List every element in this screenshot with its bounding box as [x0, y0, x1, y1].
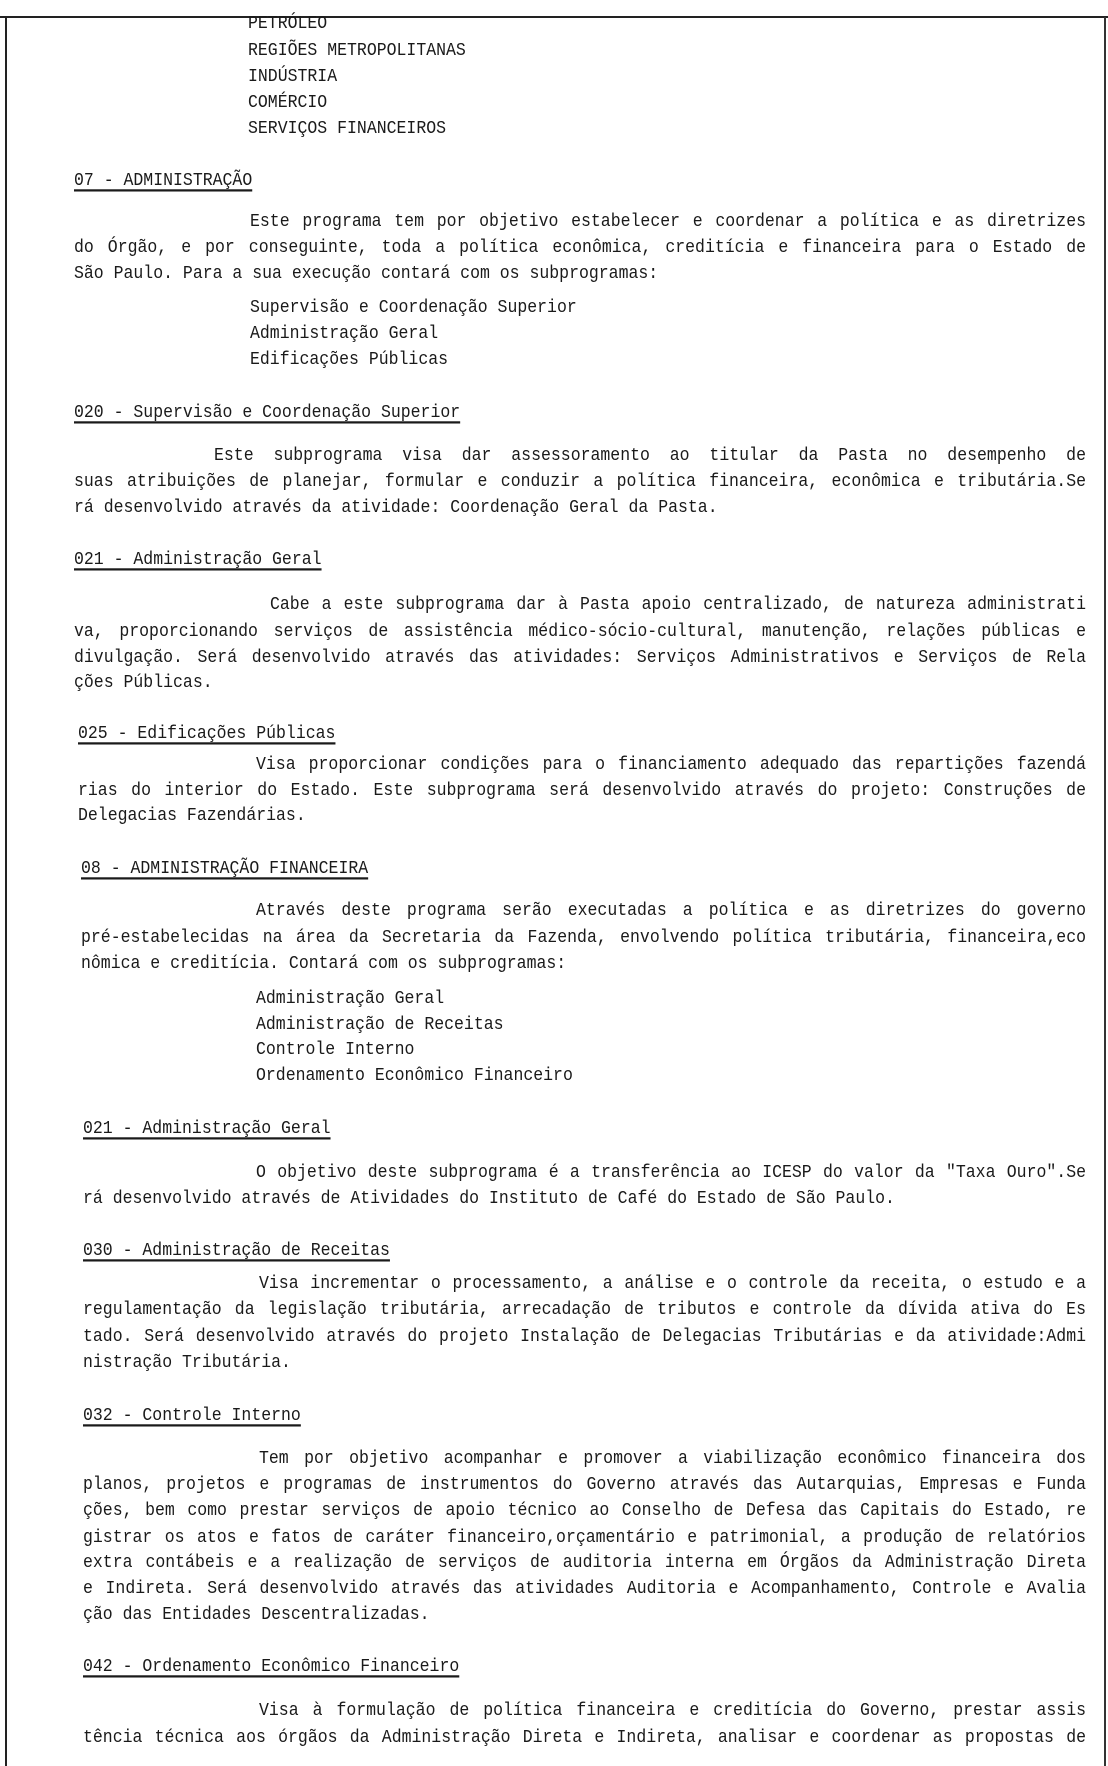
paragraph-line: ção das Entidades Descentralizadas. — [83, 1603, 430, 1625]
paragraph-line: O objetivo deste subprograma é a transferência ao ICESP do valor da "Taxa Ouro".Se — [256, 1161, 1086, 1183]
section-heading: 042 - Ordenamento Econômico Financeiro — [83, 1655, 460, 1677]
section-heading: 020 - Supervisão e Coordenação Superior — [74, 401, 461, 423]
section-heading: 021 - Administração Geral — [74, 548, 322, 570]
list-item: COMÉRCIO — [248, 91, 328, 113]
section-heading: 025 - Edificações Públicas — [78, 722, 336, 744]
paragraph-line: Este programa tem por objetivo estabelecer e coordenar a política e as diretrizes — [250, 210, 1086, 232]
paragraph-line: extra contábeis e a realização de serviços de auditoria interna em Órgãos da Administração Direta — [83, 1551, 1086, 1573]
section-heading: 07 - ADMINISTRAÇÃO — [74, 169, 253, 191]
paragraph-line: gistrar os atos e fatos de caráter financeiro,orçamentário e patrimonial, a produção de relatórios — [83, 1526, 1086, 1548]
list-item: Controle Interno — [256, 1038, 415, 1060]
paragraph-line: rá desenvolvido através de Atividades do Instituto de Café do Estado de São Paulo. — [83, 1187, 895, 1209]
section-heading: 030 - Administração de Receitas — [83, 1239, 390, 1261]
page-border-top — [0, 16, 1108, 18]
paragraph-line: planos, projetos e programas de instrumentos do Governo através das Autarquias, Empresas e Funda — [83, 1473, 1086, 1495]
paragraph-line: e Indireta. Será desenvolvido através das atividades Auditoria e Acompanhamento, Controle e Avalia — [83, 1577, 1086, 1599]
page-border-right — [1104, 17, 1106, 1766]
paragraph-line: Visa proporcionar condições para o financiamento adequado das repartições fazendá — [256, 753, 1086, 775]
paragraph-line: suas atribuições de planejar, formular e conduzir a política financeira, econômica e tributária.Se — [74, 470, 1086, 492]
paragraph-line: rá desenvolvido através da atividade: Coordenação Geral da Pasta. — [74, 496, 718, 518]
paragraph-line: nômica e creditícia. Contará com os subprogramas: — [81, 952, 567, 974]
paragraph-line: Cabe a este subprograma dar à Pasta apoio centralizado, de natureza administrati — [270, 593, 1086, 615]
list-item: REGIÕES METROPOLITANAS — [248, 39, 466, 61]
paragraph-line: pré-estabelecidas na área da Secretaria da Fazenda, envolvendo política tributária, financeira,eco — [81, 926, 1086, 948]
list-item: Supervisão e Coordenação Superior — [250, 296, 577, 318]
section-heading: 08 - ADMINISTRAÇÃO FINANCEIRA — [81, 857, 369, 879]
paragraph-line: regulamentação da legislação tributária, arrecadação de tributos e controle da dívida ativa do Es — [83, 1298, 1086, 1320]
paragraph-line: São Paulo. Para a sua execução contará com os subprogramas: — [74, 262, 659, 284]
list-item: SERVIÇOS FINANCEIROS — [248, 117, 447, 139]
list-item: Administração Geral — [256, 987, 445, 1009]
paragraph-line: Tem por objetivo acompanhar e promover a viabilização econômico financeira dos — [259, 1447, 1086, 1469]
paragraph-line: rias do interior do Estado. Este subprograma será desenvolvido através do projeto: Construções de — [78, 779, 1086, 801]
paragraph-line: tência técnica aos órgãos da Administração Direta e Indireta, analisar e coordenar as propostas de — [83, 1726, 1086, 1748]
paragraph-line: Delegacias Fazendárias. — [78, 804, 306, 826]
page-border-left — [5, 17, 7, 1766]
list-item: Administração Geral — [250, 322, 439, 344]
list-item: Administração de Receitas — [256, 1013, 504, 1035]
paragraph-line: ções, bem como prestar serviços de apoio técnico ao Conselho de Defesa das Capitais do Estado, re — [83, 1499, 1086, 1521]
paragraph-line: Através deste programa serão executadas a política e as diretrizes do governo — [256, 899, 1086, 921]
paragraph-line: tado. Será desenvolvido através do projeto Instalação de Delegacias Tributárias e da atividade:Admi — [83, 1325, 1086, 1347]
list-item: INDÚSTRIA — [248, 65, 338, 87]
list-item: PETRÓLEO — [248, 12, 328, 34]
paragraph-line: Visa à formulação de política financeira e creditícia do Governo, prestar assis — [259, 1699, 1086, 1721]
paragraph-line: Este subprograma visa dar assessoramento ao titular da Pasta no desempenho de — [214, 444, 1086, 466]
section-heading: 021 - Administração Geral — [83, 1117, 331, 1139]
list-item: Edificações Públicas — [250, 348, 449, 370]
paragraph-line: Visa incrementar o processamento, a análise e o controle da receita, o estudo e a — [259, 1272, 1086, 1294]
paragraph-line: va, proporcionando serviços de assistência médico-sócio-cultural, manutenção, relações públicas e — [74, 620, 1086, 642]
paragraph-line: nistração Tributária. — [83, 1351, 291, 1373]
list-item: Ordenamento Econômico Financeiro — [256, 1064, 573, 1086]
paragraph-line: ções Públicas. — [74, 671, 213, 693]
paragraph-line: divulgação. Será desenvolvido através das atividades: Serviços Administrativos e Serviços de Rela — [74, 646, 1086, 668]
section-heading: 032 - Controle Interno — [83, 1404, 301, 1426]
paragraph-line: do Órgão, e por conseguinte, toda a política econômica, creditícia e financeira para o Estado de — [74, 236, 1086, 258]
